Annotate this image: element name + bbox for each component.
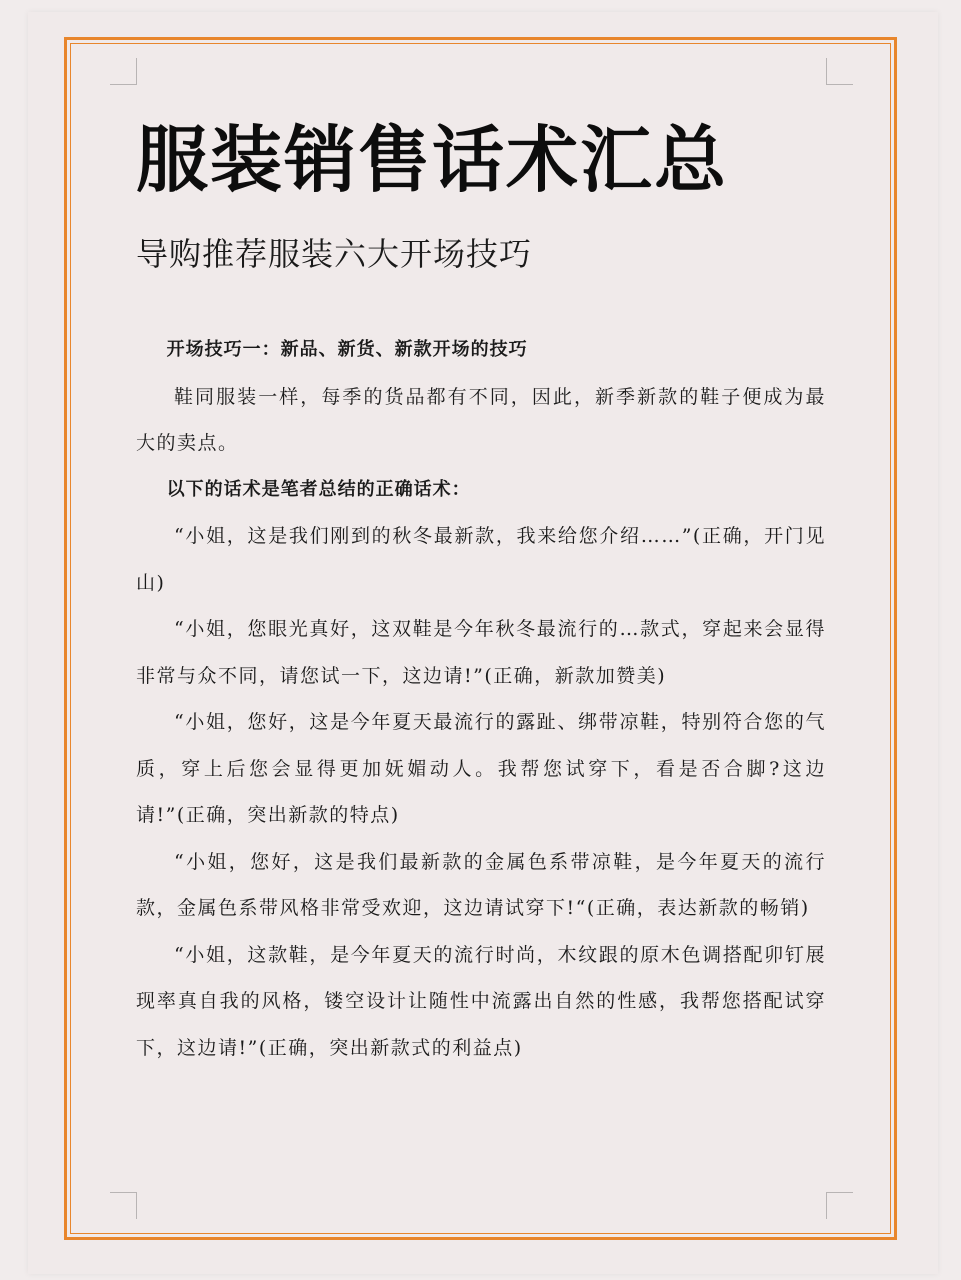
document-subtitle: 导购推荐服装六大开场技巧 (136, 235, 533, 273)
body-paragraph: “小姐，您好，这是我们最新款的金属色系带凉鞋，是今年夏天的流行款，金属色系带风格非常受欢迎，这边请试穿下!“(正确，表达新款的畅销) (136, 850, 826, 919)
body-paragraph: 鞋同服装一样，每季的货品都有不同，因此，新季新款的鞋子便成为最大的卖点。 (136, 385, 826, 454)
section-heading: 以下的话术是笔者总结的正确话术： (166, 478, 471, 500)
document-title: 服装销售话术汇总 (136, 118, 729, 202)
crop-mark-bottom-right (826, 1192, 853, 1219)
crop-mark-top-right (826, 58, 853, 85)
section-heading: 开场技巧一：新品、新货、新款开场的技巧 (166, 339, 528, 360)
body-paragraph: “小姐，您眼光真好，这双鞋是今年秋冬最流行的…款式，穿起来会显得非常与众不同，请您试一下，这边请!”(正确，新款加赞美) (136, 618, 826, 687)
crop-mark-top-left (110, 58, 137, 85)
crop-mark-bottom-left (110, 1192, 137, 1219)
body-paragraph: “小姐，您好，这是今年夏天最流行的露趾、绑带凉鞋，特别符合您的气质，穿上后您会显得更加妩媚动人。我帮您试穿下，看是否合脚?这边请!”(正确，突出新款的特点) (136, 711, 826, 826)
document-body (136, 327, 826, 1071)
body-paragraph: “小姐，这款鞋，是今年夏天的流行时尚，木纹跟的原木色调搭配卯钉展现率真自我的风格，镂空设计让随性中流露出自然的性感，我帮您搭配试穿下，这边请!”(正确，突出新款式的利益点) (136, 943, 826, 1059)
body-paragraph: “小姐，这是我们刚到的秋冬最新款，我来给您介绍……”(正确，开门见山) (136, 525, 826, 594)
